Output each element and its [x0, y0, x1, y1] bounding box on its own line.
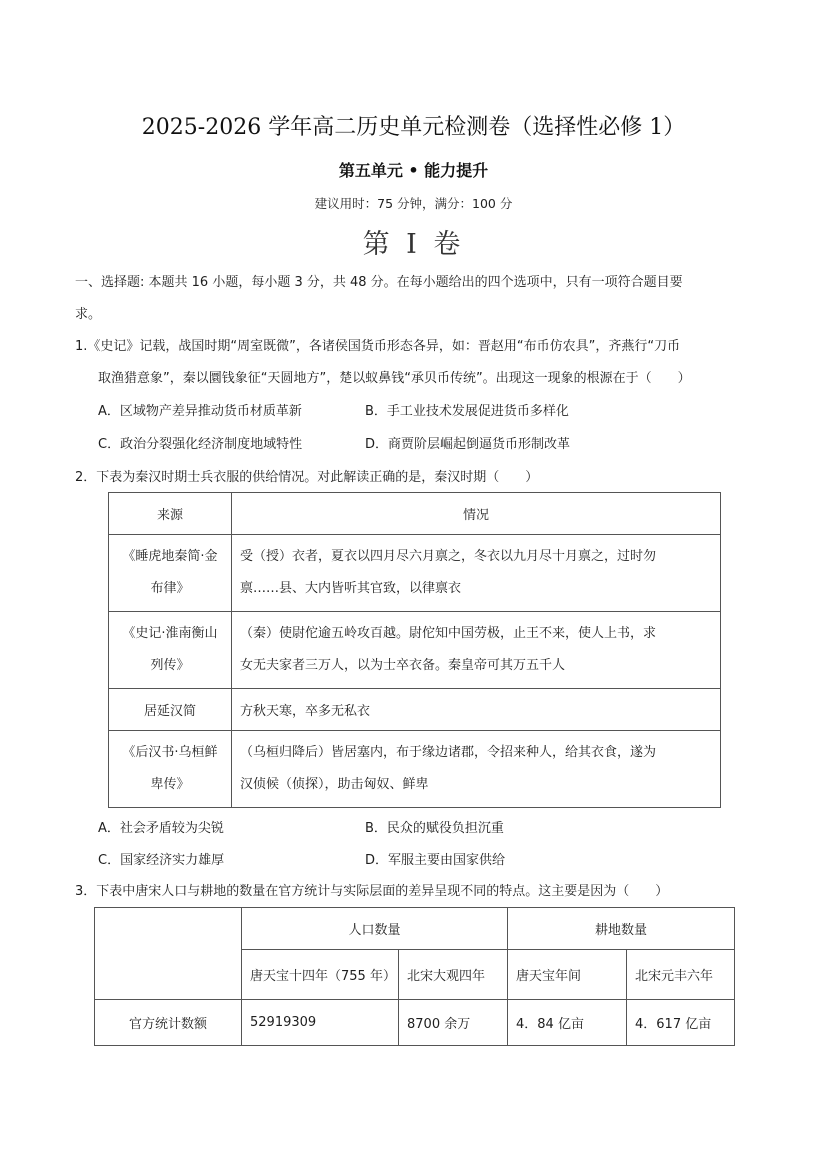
q2-option-a[interactable]: A．社会矛盾较为尖锐	[98, 821, 224, 836]
q1-option-a[interactable]: A．区域物产差异推动货币材质革新	[98, 404, 302, 419]
q3-cell: 8700 余万	[399, 1000, 508, 1046]
q2-header-situation: 情况	[232, 493, 721, 535]
q3-group-header-farmland: 耕地数量	[508, 908, 735, 950]
q1-stem-line1: 1.《史记》记载，战国时期“周室既微”，各诸侯国货币形态各异，如：晋赵用“布币仿农具”，齐燕行“刀币	[75, 339, 681, 354]
q3-cell: 4．617 亿亩	[627, 1000, 735, 1046]
q2-table	[108, 492, 721, 808]
q3-sub-header: 北宋元丰六年	[627, 950, 735, 1000]
q1-option-c[interactable]: C．政治分裂强化经济制度地域特性	[98, 437, 303, 452]
section-instruction-line1: 一、选择题: 本题共 16 小题，每小题 3 分，共 48 分。在每小题给出的四个选项中，只有一项符合题目要	[75, 275, 683, 290]
q2-content-line1: （乌桓归降后）皆居塞内，布于缘边诸郡，令招来种人，给其衣食，遂为	[240, 745, 657, 760]
q2-content-cell: 方秋天寒，卒多无私衣	[232, 689, 721, 731]
q3-table	[94, 907, 735, 1046]
q2-source-line1: 《睡虎地秦简·金	[122, 549, 218, 564]
q2-content-line2: 禀……县、大内皆听其官致，以律禀衣	[240, 581, 462, 596]
q1-option-b[interactable]: B．手工业技术发展促进货币多样化	[365, 404, 569, 419]
q1-stem-line2: 取渔猎意象”，秦以圜钱象征“天圆地方”，楚以蚁鼻钱“承贝币传统”。出现这一现象的根源在于（ ）	[98, 371, 691, 386]
q2-source-cell	[109, 535, 232, 612]
time-info: 建议用时：75 分钟，满分：100 分	[314, 196, 513, 211]
q1-option-d[interactable]: D．商贾阶层崛起倒逼货币形制改革	[365, 437, 571, 452]
table-row	[109, 612, 721, 689]
q2-stem: 2．下表为秦汉时期士兵衣服的供给情况。对此解读正确的是，秦汉时期（ ）	[75, 470, 539, 485]
q3-group-header-population: 人口数量	[242, 908, 508, 950]
q2-source-line2: 卑传》	[150, 777, 190, 792]
q2-content-line2: 汉侦候（侦探），助击匈奴、鲜卑	[240, 777, 429, 792]
q3-sub-header: 唐天宝十四年（755 年）	[242, 950, 399, 1000]
q3-cell: 52919309	[242, 1000, 399, 1046]
q2-option-c[interactable]: C．国家经济实力雄厚	[98, 853, 225, 868]
q2-source-line2: 列传》	[150, 658, 190, 673]
q3-sub-header: 北宋大观四年	[399, 950, 508, 1000]
exam-title: 2025-2026 学年高二历史单元检测卷（选择性必修 1）	[141, 115, 686, 140]
table-row	[109, 731, 721, 808]
q2-content-line1: 受（授）衣者，夏衣以四月尽六月禀之，冬衣以九月尽十月禀之，过时勿	[240, 549, 657, 564]
exam-subtitle: 第五单元 • 能力提升	[338, 161, 489, 180]
q2-table-header-row	[109, 493, 721, 535]
q2-content-line1: （秦）使尉佗逾五岭攻百越。尉佗知中国劳极，止王不来，使人上书，求	[240, 626, 657, 641]
q2-content-cell	[232, 731, 721, 808]
q2-source-cell: 居延汉简	[109, 689, 232, 731]
table-row	[109, 689, 721, 731]
table-row	[95, 1000, 735, 1046]
q3-sub-header: 唐天宝年间	[508, 950, 627, 1000]
q3-group-header-row	[95, 908, 735, 950]
section-instruction-line2: 求。	[75, 307, 102, 322]
q2-header-source: 来源	[109, 493, 232, 535]
q3-cell: 4．84 亿亩	[508, 1000, 627, 1046]
q2-content-cell	[232, 612, 721, 689]
q2-source-cell	[109, 612, 232, 689]
q2-content-cell	[232, 535, 721, 612]
q3-stem: 3．下表中唐宋人口与耕地的数量在官方统计与实际层面的差异呈现不同的特点。这主要是因为（ ）	[75, 884, 669, 899]
q3-corner-cell	[95, 908, 242, 1000]
volume-heading: 第 I 卷	[362, 229, 465, 260]
q2-source-cell	[109, 731, 232, 808]
table-row	[109, 535, 721, 612]
q2-option-d[interactable]: D．军服主要由国家供给	[365, 853, 506, 868]
q2-content-line2: 女无夫家者三万人，以为士卒衣备。秦皇帝可其万五千人	[240, 658, 566, 673]
q2-source-line1: 《史记·淮南衡山	[122, 626, 218, 641]
q2-source-line1: 《后汉书·乌桓鲜	[122, 745, 218, 760]
q2-option-b[interactable]: B．民众的赋役负担沉重	[365, 821, 504, 836]
q3-row-label: 官方统计数额	[95, 1000, 242, 1046]
q2-source-line2: 布律》	[150, 581, 190, 596]
